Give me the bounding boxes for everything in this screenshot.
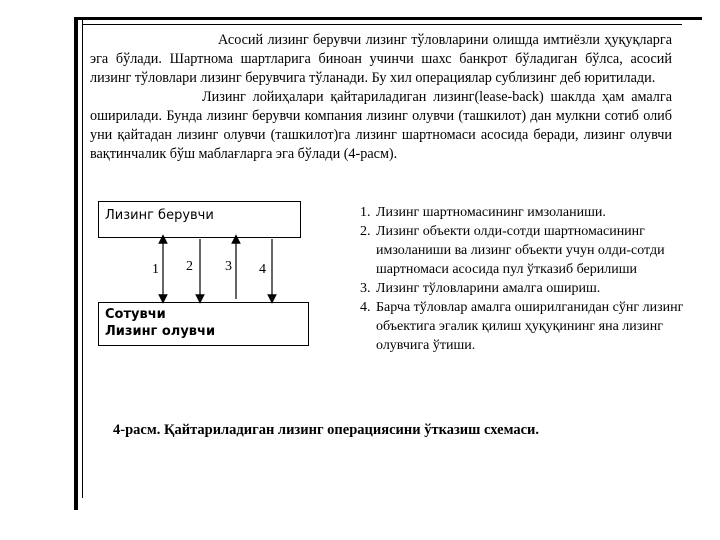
paragraph-1: Асосий лизинг берувчи лизинг тўловларини олишда имтиёзли ҳуқуқларга эга бўлади. Шартнома шартларига биноан учинчи шахс банкрот бўладиган бўлса, асосий лизинг тўловлари лизинг берувчига тўланади. Бу хил операциялар сублизинг деб юритилади. xyxy=(90,32,672,86)
paragraph-2: Лизинг лойиҳалари қайтариладиган лизинг(lease-back) шаклда ҳам амалга оширилади. Бунда лизинг берувчи компания лизинг олувчи (ташкилот) дан мулкни сотиб олиб уни қайтадан лизинг олувчи (ташкилот)га лизинг шартномаси асосида беради, лизинг олувчи вақтинчалик бўш маблағларга эга бўлади (4-расм). xyxy=(90,89,672,162)
list-item: 1. Лизинг шартномасининг имзоланиши. xyxy=(360,205,606,220)
list-item: 2. Лизинг объекти олди-сотди шартномасининг имзоланиши ва лизинг объекти учун олди-сотди шартномаси асосида пул ўтказиб берилиши xyxy=(360,224,665,277)
figure-caption: 4-расм. Қайтариладиган лизинг операциясини ўтказиш схемаси. xyxy=(113,422,540,438)
lessor-label: Лизинг берувчи xyxy=(105,208,214,223)
left-border-thin xyxy=(82,18,83,498)
seller-lessee-box xyxy=(98,302,309,346)
seller-label: Сотувчи xyxy=(105,307,166,322)
list-item: 4. Барча тўловлар амалга оширилганидан сўнг лизинг объектига эгалик қилиш ҳуқуқининг яна лизинг олувчига ўтиши. xyxy=(360,300,684,353)
arrow-label-3: 3 xyxy=(225,259,232,274)
list-item: 3. Лизинг тўловларини амалга ошириш. xyxy=(360,281,601,296)
left-border-thick xyxy=(74,18,78,510)
top-border-thick xyxy=(74,17,702,20)
arrow-label-4: 4 xyxy=(259,262,266,277)
lessee-label: Лизинг олувчи xyxy=(105,324,216,339)
arrow-label-2: 2 xyxy=(186,259,193,274)
lessor-box xyxy=(98,201,301,238)
arrow-label-1: 1 xyxy=(152,262,159,277)
steps-list xyxy=(360,203,690,355)
body-text xyxy=(90,31,672,164)
top-border-thin xyxy=(82,24,682,25)
